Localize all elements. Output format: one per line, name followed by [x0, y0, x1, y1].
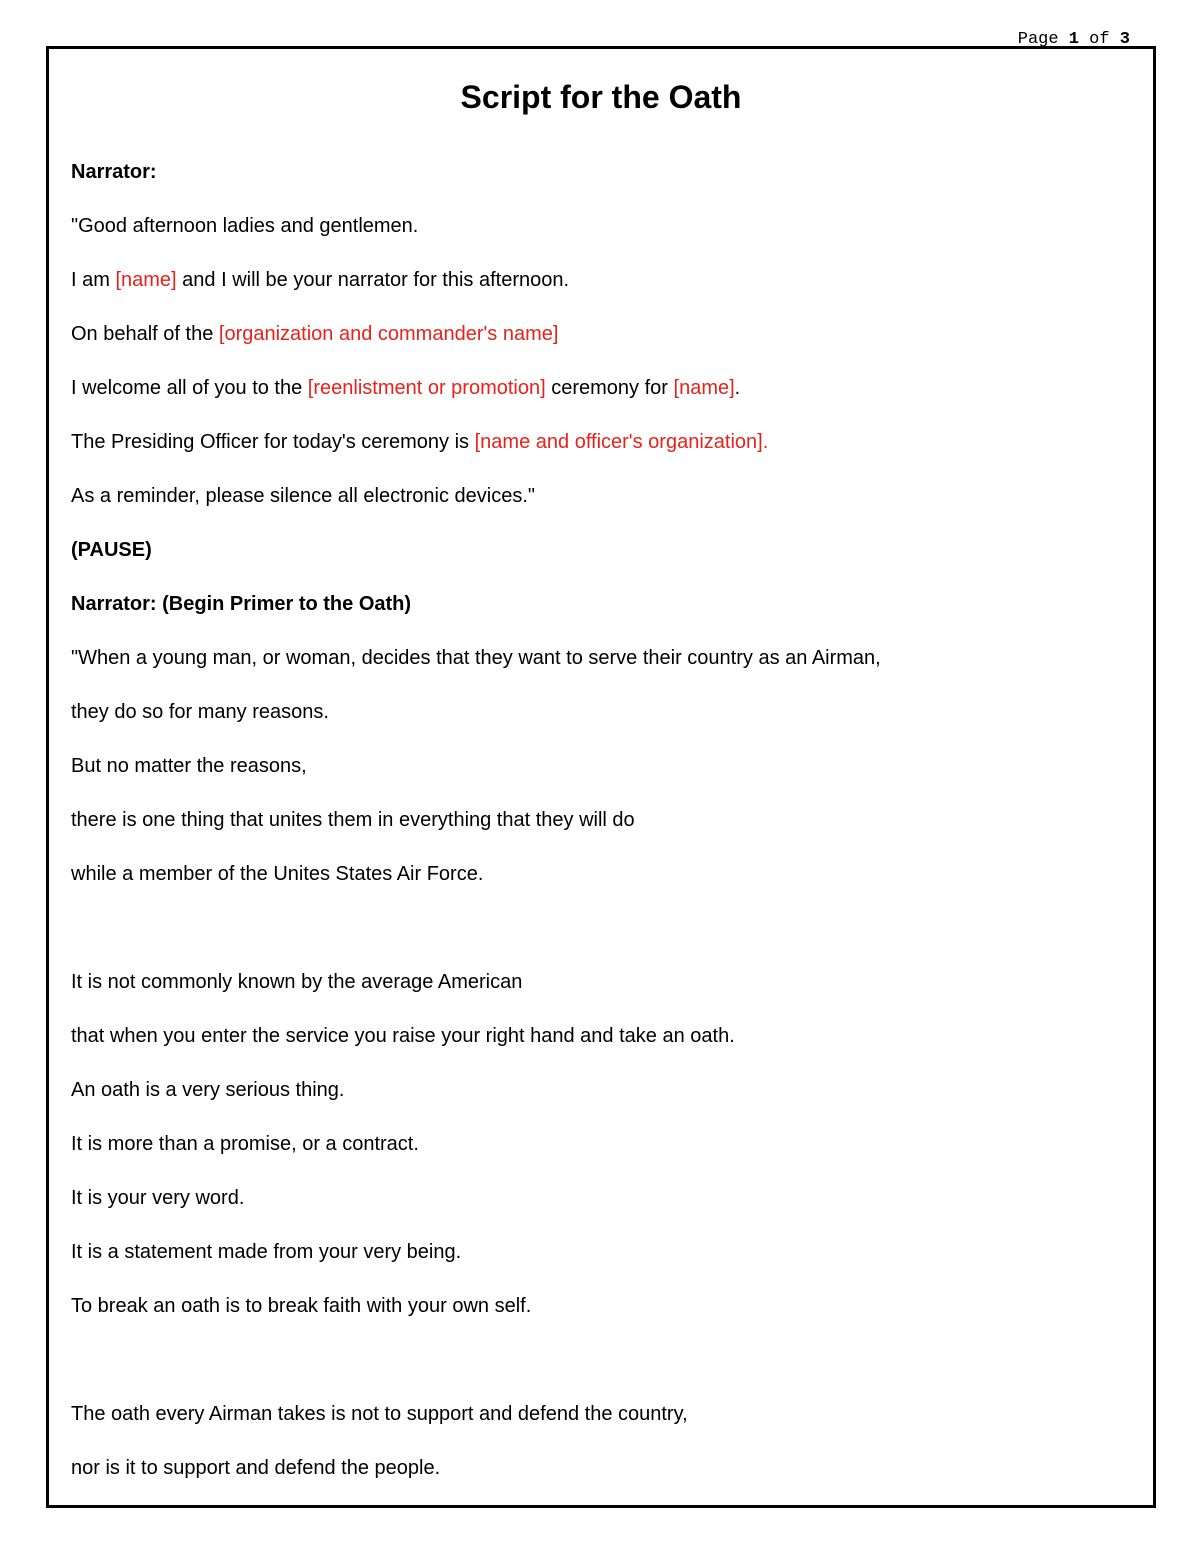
- oath-line: It is not commonly known by the average American: [71, 971, 523, 993]
- name-placeholder: [name]: [115, 269, 177, 291]
- oath-line: It is your very word.: [71, 1187, 245, 1209]
- oath-line: An oath is a very serious thing.: [71, 1079, 345, 1101]
- intro-line: [71, 267, 569, 293]
- honoree-name-placeholder: [name]: [673, 377, 735, 399]
- closing-line: The oath every Airman takes is not to support and defend the country,: [71, 1403, 688, 1425]
- page-number-current: 1: [1068, 30, 1079, 49]
- document-frame: [46, 46, 1156, 1508]
- oath-line: that when you enter the service you raise your right hand and take an oath.: [71, 1025, 735, 1047]
- narrator-label: Narrator:: [71, 161, 157, 183]
- welcome-text: I welcome all of you to the: [71, 377, 308, 399]
- welcome-line: [71, 375, 740, 401]
- presiding-text: The Presiding Officer for today's ceremony is: [71, 431, 475, 453]
- officer-placeholder: [name and officer's organization].: [474, 431, 769, 453]
- primer-line: "When a young man, or woman, decides that they want to serve their country as an Airman,: [71, 647, 881, 669]
- oath-line: It is more than a promise, or a contract.: [71, 1133, 419, 1155]
- page-number-prefix: Page: [1017, 30, 1069, 49]
- primer-line: they do so for many reasons.: [71, 701, 329, 723]
- closing-line: nor is it to support and defend the people.: [71, 1457, 441, 1479]
- ceremony-type-placeholder: [reenlistment or promotion]: [307, 377, 546, 399]
- primer-line: while a member of the Unites States Air Force.: [71, 863, 484, 885]
- intro-text-end: and I will be your narrator for this afternoon.: [176, 269, 570, 291]
- oath-line: To break an oath is to break faith with your own self.: [71, 1295, 532, 1317]
- primer-line: But no matter the reasons,: [71, 755, 307, 777]
- primer-line: there is one thing that unites them in everything that they will do: [71, 809, 635, 831]
- welcome-text-middle: ceremony for: [545, 377, 674, 399]
- document-title: Script for the Oath: [460, 79, 742, 115]
- oath-line: It is a statement made from your very being.: [71, 1241, 462, 1263]
- reminder-line: As a reminder, please silence all electronic devices.": [71, 485, 535, 507]
- intro-text: I am: [71, 269, 116, 291]
- page-number-middle: of: [1078, 30, 1120, 49]
- pause-direction: (PAUSE): [71, 539, 152, 561]
- welcome-text-end: .: [734, 377, 741, 399]
- narrator-primer-label: Narrator: (Begin Primer to the Oath): [71, 593, 412, 615]
- presiding-officer-line: [71, 429, 768, 455]
- page-number-total: 3: [1119, 30, 1130, 49]
- greeting-line: "Good afternoon ladies and gentlemen.: [71, 215, 419, 237]
- organization-placeholder: [organization and commander's name]: [218, 323, 559, 345]
- behalf-line: [71, 321, 558, 347]
- behalf-text: On behalf of the: [71, 323, 219, 345]
